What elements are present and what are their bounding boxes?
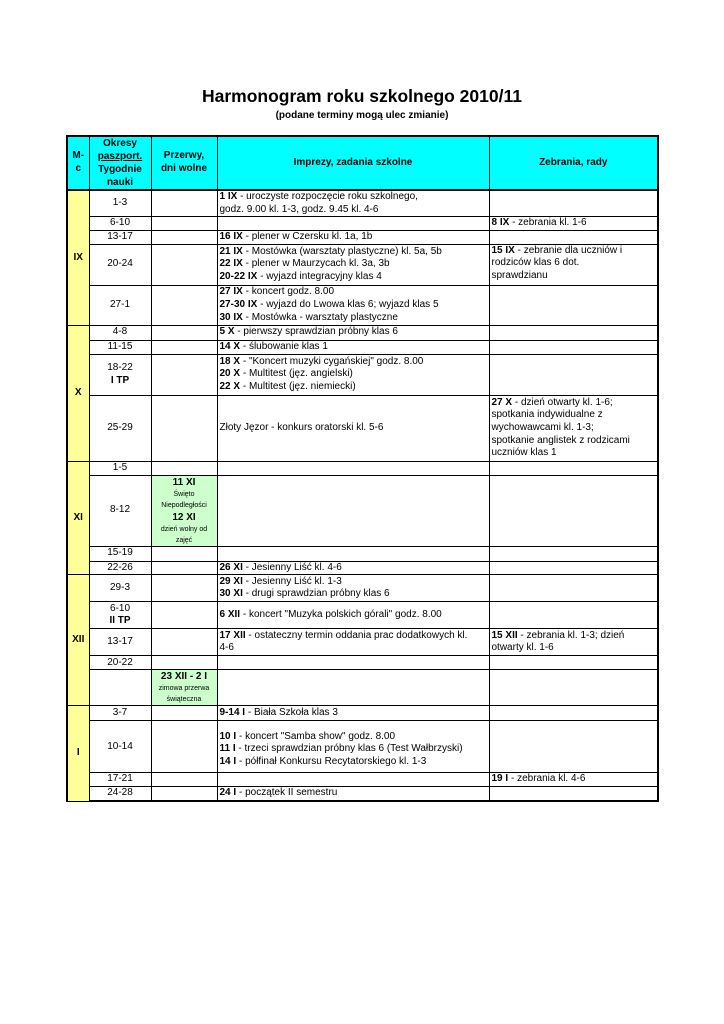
meeting-cell (489, 773, 658, 787)
event-date: 22 IX (219, 258, 243, 270)
holiday-date: 11 XI (172, 476, 196, 488)
break-cell (151, 325, 217, 340)
break-cell (151, 575, 217, 602)
event-text: - plener w Maurzycach kl. 3a, 3b (242, 258, 390, 270)
event-date: 11 I (219, 743, 236, 755)
event-text: - ślubowanie klas 1 (240, 340, 328, 352)
event-cell: Złoty Jęzor - konkurs oratorski kl. 5-6 (217, 395, 489, 461)
break-cell (151, 244, 217, 285)
header-breaks (151, 136, 217, 190)
break-cell (151, 602, 217, 629)
meeting-text: - zebrania kl. 4-6 (508, 773, 586, 785)
break-cell (151, 629, 217, 656)
week-cell (89, 670, 151, 706)
meeting-cell (489, 230, 658, 244)
week-cell: 17-21 (89, 773, 151, 787)
meeting-text: - zebrania kl. 1-3; dzień (517, 629, 625, 641)
break-cell (151, 656, 217, 670)
meeting-date: 19 I (491, 773, 509, 785)
event-cell (217, 602, 489, 629)
week-cell: 24-28 (89, 786, 151, 801)
table-row (67, 786, 658, 801)
event-cell (217, 629, 489, 656)
event-cell (217, 575, 489, 602)
meeting-cell (489, 244, 658, 285)
table-row (67, 230, 658, 244)
event-cell (217, 354, 489, 395)
table-row (67, 561, 658, 575)
meeting-text: - zebranie dla uczniów i (514, 244, 623, 256)
week-cell: 1-5 (89, 461, 151, 475)
event-text: - koncert godz. 8.00 (242, 286, 335, 298)
header-periods-line2: paszport. (97, 151, 143, 162)
event-cell (217, 325, 489, 340)
meeting-cell (489, 217, 658, 231)
holiday-note: zajęć (175, 536, 193, 544)
meeting-text: wychowawcami kl. 1-3; (491, 421, 594, 433)
event-date: 6 XII (219, 609, 241, 621)
table-row (67, 461, 658, 475)
week-cell: 8-12 (89, 475, 151, 546)
week-cell: 20-24 (89, 244, 151, 285)
event-text: - pierwszy sprawdzian próbny klas 6 (234, 326, 398, 338)
meeting-date: 15 IX (491, 244, 515, 256)
holiday-date: 12 XI (172, 511, 196, 523)
event-cell (217, 786, 489, 801)
week-range: 6-10 (109, 602, 130, 614)
event-text: 4-6 (219, 642, 234, 654)
event-text: - Multitest (jęz. niemiecki) (240, 381, 356, 393)
event-date: 18 X (219, 355, 241, 367)
header-events: Imprezy, zadania szkolne (217, 136, 489, 190)
event-text: - Mostówka - warsztaty plastyczne (242, 311, 398, 323)
event-text: - plener w Czersku kl. 1a, 1b (242, 230, 373, 242)
meeting-date: 27 X (491, 396, 513, 408)
week-cell: 13-17 (89, 230, 151, 244)
meeting-cell (489, 656, 658, 670)
event-cell (217, 461, 489, 475)
week-cell: 1-3 (89, 190, 151, 217)
break-cell (151, 217, 217, 231)
event-date: 27-30 IX (219, 298, 258, 310)
break-cell (151, 786, 217, 801)
holiday-date: 23 XII - 2 I (160, 671, 208, 683)
meeting-cell (489, 461, 658, 475)
holiday-note: Niepodległości (161, 501, 207, 509)
break-cell (151, 340, 217, 354)
table-row (67, 773, 658, 787)
meeting-text: spotkania indywidualne z (491, 409, 603, 421)
event-cell (217, 561, 489, 575)
week-cell: 6-10 (89, 217, 151, 231)
meeting-cell (489, 670, 658, 706)
holiday-note: Święto (173, 490, 195, 498)
meeting-text: uczniów klas 1 (491, 447, 557, 459)
week-cell: 29-3 (89, 575, 151, 602)
table-row (67, 217, 658, 231)
event-text: - Multitest (jęz. angielski) (240, 368, 353, 380)
meeting-cell (489, 325, 658, 340)
meeting-cell (489, 546, 658, 561)
event-text: - "Koncert muzyki cygańskiej" godz. 8.00 (240, 355, 424, 367)
event-date: 14 X (219, 340, 241, 352)
month-cell-ix: IX (67, 190, 89, 325)
week-cell (89, 354, 151, 395)
break-cell (151, 190, 217, 217)
event-cell (217, 721, 489, 773)
holiday-note: świąteczna (166, 696, 202, 704)
table-row (67, 325, 658, 340)
meeting-cell (489, 721, 658, 773)
week-cell: 4-8 (89, 325, 151, 340)
event-cell (217, 217, 489, 231)
event-date: 16 IX (219, 230, 243, 242)
table-row (67, 354, 658, 395)
table-row (67, 395, 658, 461)
event-date: 9-14 I (219, 707, 246, 719)
break-cell (151, 721, 217, 773)
event-date: 14 I (219, 755, 237, 767)
month-cell-x: X (67, 325, 89, 461)
week-cell: 20-22 (89, 656, 151, 670)
table-row (67, 190, 658, 217)
event-date: 20-22 IX (219, 271, 258, 283)
event-text: - wyjazd integracyjny klas 4 (257, 271, 382, 283)
meeting-cell (489, 786, 658, 801)
meeting-cell (489, 285, 658, 325)
event-cell (217, 773, 489, 787)
table-row (67, 546, 658, 561)
holiday-note: zimowa przerwa (158, 685, 210, 693)
header-breaks-line2: dni wolne (160, 163, 208, 174)
week-range: 18-22 (107, 362, 133, 374)
header-breaks-line1: Przerwy, (163, 150, 205, 162)
meeting-text: otwarty kl. 1-6 (491, 642, 554, 654)
break-cell (151, 395, 217, 461)
meeting-text: - dzień otwarty kl. 1-6; (512, 396, 613, 408)
event-date: 24 I (219, 787, 237, 799)
meeting-text: spotkanie anglistek z rodzicami (491, 434, 630, 446)
meeting-cell (489, 561, 658, 575)
event-cell (217, 230, 489, 244)
meeting-text: - zebrania kl. 1-6 (509, 217, 587, 229)
week-cell (89, 602, 151, 629)
event-text: - Jesienny Liść kl. 1-3 (242, 575, 342, 587)
header-month: M-c (67, 136, 89, 190)
meeting-cell (489, 395, 658, 461)
event-date: 30 IX (219, 311, 243, 323)
event-cell (217, 670, 489, 706)
event-cell (217, 656, 489, 670)
meeting-cell (489, 190, 658, 217)
header-periods-line4: nauki (106, 177, 134, 188)
table-row (67, 721, 658, 773)
event-text: godz. 9.00 kl. 1-3, godz. 9.45 kl. 4-6 (219, 203, 379, 215)
holiday-cell (151, 475, 217, 546)
month-cell-i: I (67, 706, 89, 802)
meeting-cell (489, 575, 658, 602)
meeting-cell (489, 706, 658, 721)
event-cell (217, 706, 489, 721)
event-date: 29 XI (219, 575, 243, 587)
header-row (67, 136, 658, 190)
week-period: II TP (109, 615, 131, 627)
event-cell (217, 285, 489, 325)
event-date: 17 XII (219, 629, 246, 641)
event-text: - uroczyste rozpoczęcie roku szkolnego, (237, 191, 418, 202)
month-cell-xi: XI (67, 461, 89, 575)
event-text: - koncert "Muzyka polskich górali" godz. 8.00 (240, 609, 442, 621)
break-cell (151, 546, 217, 561)
event-date: 22 X (219, 381, 241, 393)
week-cell: 13-17 (89, 629, 151, 656)
table-row (67, 602, 658, 629)
break-cell (151, 773, 217, 787)
week-cell: 22-26 (89, 561, 151, 575)
event-date: 30 XI (219, 588, 243, 600)
document-subtitle: (podane terminy mogą ulec zmianie) (275, 110, 449, 121)
event-text: - drugi sprawdzian próbny klas 6 (242, 588, 390, 600)
break-cell (151, 461, 217, 475)
month-cell-xii: XII (67, 575, 89, 706)
table-row (67, 244, 658, 285)
event-cell (217, 546, 489, 561)
table-row (67, 629, 658, 656)
meeting-date: 15 XII (491, 629, 518, 641)
event-date: 10 I (219, 730, 237, 742)
event-text: - wyjazd do Lwowa klas 6; wyjazd klas 5 (257, 298, 439, 310)
week-cell: 25-29 (89, 395, 151, 461)
schedule-table (66, 135, 659, 802)
meeting-cell (489, 354, 658, 395)
header-meetings: Zebrania, rady (489, 136, 658, 190)
break-cell (151, 354, 217, 395)
week-cell: 11-15 (89, 340, 151, 354)
event-text: - ostateczny termin oddania prac dodatkowych kl. (245, 629, 468, 641)
break-cell (151, 706, 217, 721)
header-periods-line3: Tygodnie (98, 164, 142, 175)
table-row (67, 670, 658, 706)
holiday-note: dzień wolny od (160, 525, 208, 533)
table-row (67, 475, 658, 546)
week-cell: 15-19 (89, 546, 151, 561)
event-cell (217, 190, 489, 217)
event-date: 26 XI (219, 561, 243, 573)
event-text: - początek II semestru (236, 787, 338, 799)
meeting-cell (489, 602, 658, 629)
event-date: 5 X (219, 326, 235, 338)
event-text: - koncert "Samba show" godz. 8.00 (236, 730, 396, 742)
event-cell (217, 340, 489, 354)
week-cell: 3-7 (89, 706, 151, 721)
week-cell: 10-14 (89, 721, 151, 773)
meeting-cell (489, 340, 658, 354)
event-cell (217, 244, 489, 285)
event-date: 20 X (219, 368, 241, 380)
document-title: Harmonogram roku szkolnego 2010/11 (202, 86, 522, 106)
event-text: - Jesienny Liść kl. 4-6 (242, 561, 342, 573)
week-period: I TP (110, 374, 130, 386)
table-row (67, 656, 658, 670)
meeting-text: sprawdzianu (491, 269, 548, 281)
event-cell (217, 475, 489, 546)
event-text: - Biała Szkoła klas 3 (245, 707, 338, 719)
table-row (67, 285, 658, 325)
table-row (67, 340, 658, 354)
meeting-cell (489, 475, 658, 546)
header-periods (89, 136, 151, 190)
event-date: 27 IX (219, 286, 243, 298)
holiday-cell (151, 670, 217, 706)
break-cell (151, 230, 217, 244)
event-date: 1 IX (219, 191, 238, 202)
event-text: - trzeci sprawdzian próbny klas 6 (Test Wałbrzyski) (235, 743, 463, 755)
meeting-cell (489, 629, 658, 656)
event-text: - półfinał Konkursu Recytatorskiego kl. 1-3 (236, 755, 427, 767)
break-cell (151, 285, 217, 325)
meeting-date: 8 IX (491, 217, 510, 229)
week-cell: 27-1 (89, 285, 151, 325)
meeting-text: rodziców klas 6 dot. (491, 257, 580, 269)
break-cell (151, 561, 217, 575)
header-periods-line1: Okresy (103, 138, 137, 149)
event-date: 21 IX (219, 245, 243, 257)
table-row (67, 706, 658, 721)
event-text: - Mostówka (warsztaty plastyczne) kl. 5a, 5b (242, 245, 442, 257)
table-row (67, 575, 658, 602)
